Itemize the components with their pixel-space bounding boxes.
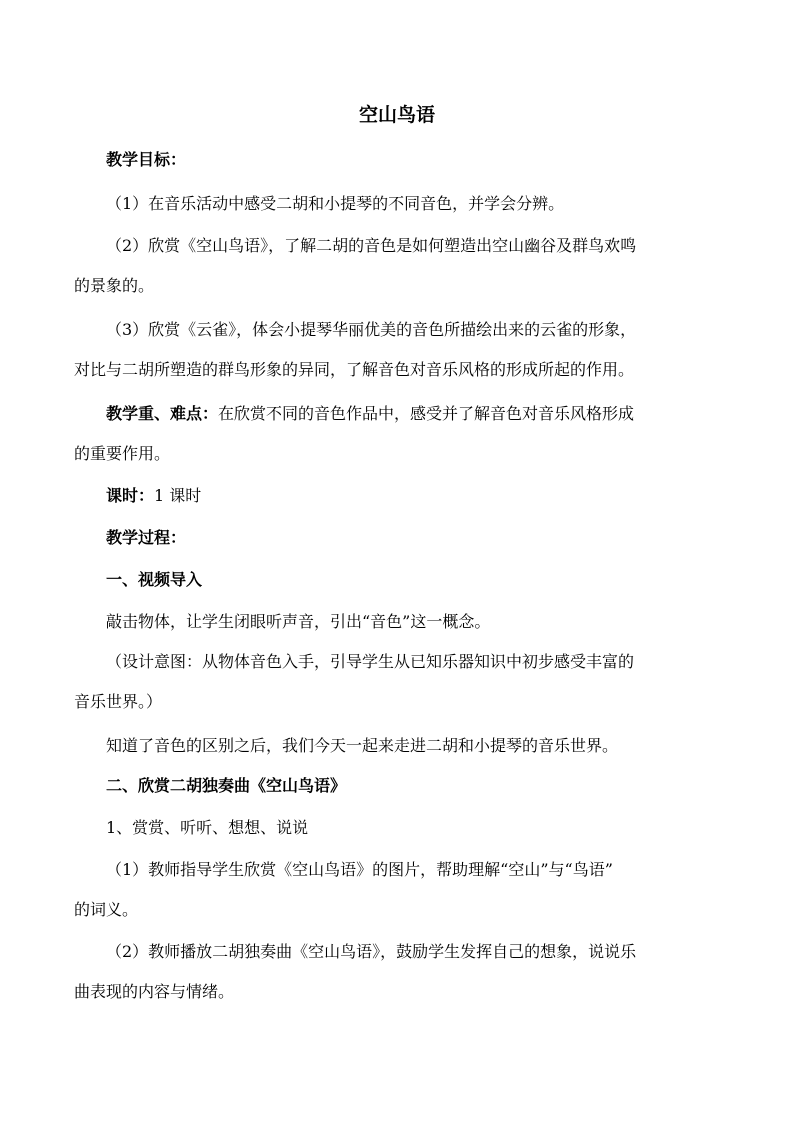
section-2-item-1-line-2: 的词义。 (74, 900, 139, 919)
page-title: 空山鸟语 (358, 104, 435, 126)
section-1-p2-line-1: （设计意图：从物体音色入手，引导学生从已知乐器知识中初步感受丰富的 (106, 652, 635, 671)
section-1-paragraph-3 (74, 726, 734, 766)
key-points (74, 394, 734, 474)
section-2-heading (74, 766, 734, 806)
key-points-text-line-1: 在欣赏不同的音色作品中，感受并了解音色对音乐风格形成 (218, 404, 635, 423)
section-1-p3-text: 知道了音色的区别之后，我们今天一起来走进二胡和小提琴的音乐世界。 (106, 736, 619, 755)
objectives-heading (74, 140, 734, 180)
section-2-item-2-line-2: 曲表现的内容与情绪。 (74, 982, 235, 1001)
objective-3-line-2: 对比与二胡所塑造的群鸟形象的异同，了解音色对音乐风格的形成所起的作用。 (74, 360, 635, 379)
objectives-heading-text: 教学目标： (106, 150, 187, 169)
section-2-heading-text: 二、欣赏二胡独奏曲《空山鸟语》 (106, 776, 347, 795)
objective-1 (74, 184, 734, 224)
objective-2-line-2: 的景象的。 (74, 276, 155, 295)
class-hours-label: 课时： (106, 486, 155, 505)
objective-1-text: （1）在音乐活动中感受二胡和小提琴的不同音色，并学会分辨。 (106, 194, 565, 213)
class-hours-value: 1 课时 (154, 486, 202, 505)
key-points-label: 教学重、难点： (106, 404, 219, 423)
section-2-item-1-line-1: （1）教师指导学生欣赏《空山鸟语》的图片，帮助理解“空山”与“鸟语” (106, 860, 613, 879)
section-1-heading-text: 一、视频导入 (106, 570, 203, 589)
objective-2-line-1: （2）欣赏《空山鸟语》，了解二胡的音色是如何塑造出空山幽谷及群鸟欢鸣 (106, 236, 637, 255)
section-1-p2-line-2: 音乐世界。） (74, 692, 163, 711)
section-1-p1-text: 敲击物体，让学生闭眼听声音，引出“音色”这一概念。 (106, 612, 491, 631)
objective-3-line-1: （3）欣赏《云雀》，体会小提琴华丽优美的音色所描绘出来的云雀的形象， (106, 320, 637, 339)
section-1-paragraph-2 (74, 642, 734, 722)
section-2-item-2 (74, 932, 734, 1012)
section-1-paragraph-1 (74, 602, 734, 642)
key-points-text-line-2: 的重要作用。 (74, 444, 171, 463)
section-1-heading (74, 560, 734, 600)
objective-2 (74, 226, 734, 306)
section-2-sub1-text: 1、赏赏、听听、想想、说说 (106, 818, 309, 837)
process-heading-text: 教学过程： (106, 528, 187, 547)
section-2-item-1 (74, 850, 734, 930)
objective-3 (74, 310, 734, 390)
class-hours (74, 476, 734, 516)
section-2-item-2-line-1: （2）教师播放二胡独奏曲《空山鸟语》，鼓励学生发挥自己的想象，说说乐 (106, 942, 637, 961)
process-heading (74, 518, 734, 558)
section-2-subheading (74, 808, 734, 848)
